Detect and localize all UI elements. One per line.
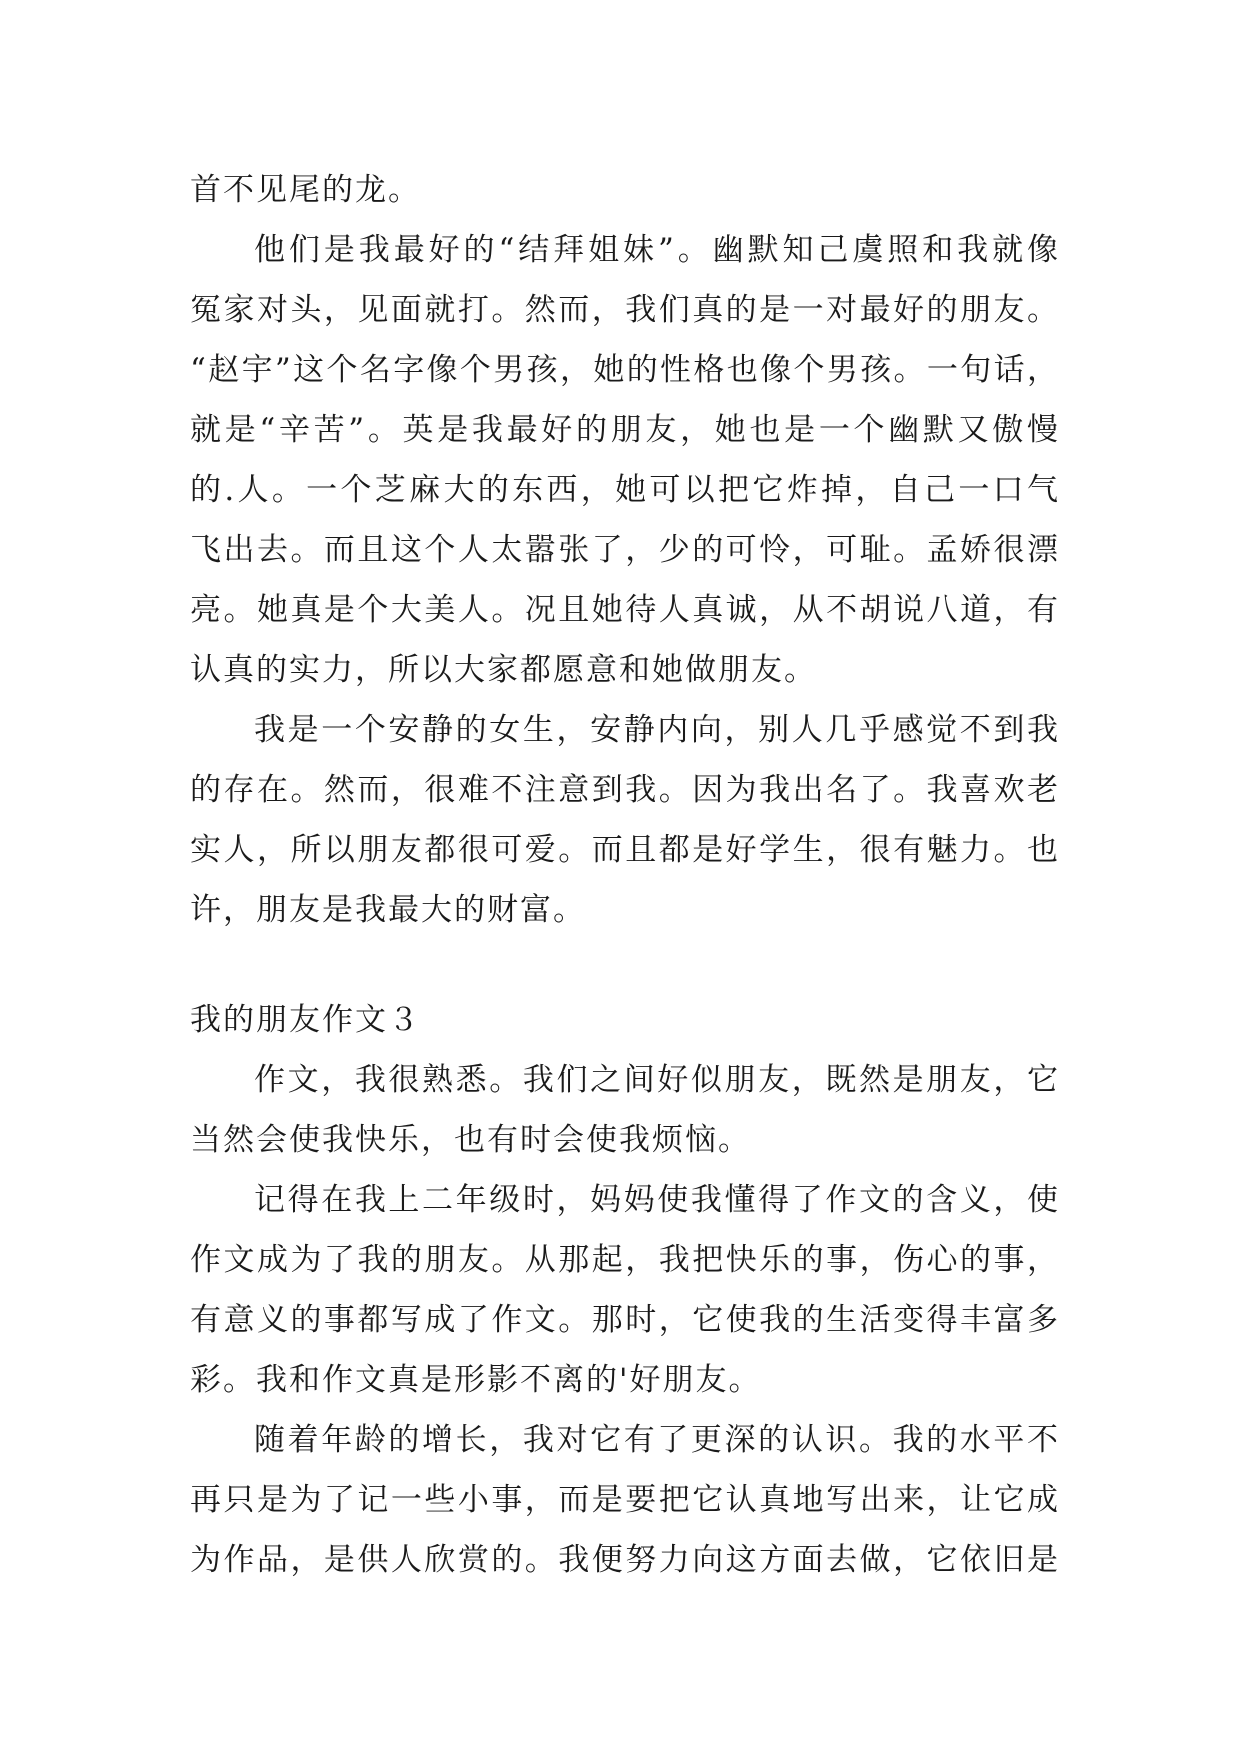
text-line: 为作品，是供人欣赏的。我便努力向这方面去做，它依旧是 [190,1542,1060,1578]
text-line: 首不见尾的龙。 [190,172,421,208]
text-line: 彩。我和作文真是形影不离的'好朋友。 [190,1362,762,1398]
text-line: 的.人。一个芝麻大的东西，她可以把它炸掉，自己一口气 [190,472,1060,508]
text-line: 再只是为了记一些小事，而是要把它认真地写出来，让它成 [190,1482,1060,1518]
text-line: 认真的实力，所以大家都愿意和她做朋友。 [190,652,817,688]
text-line: 就是“辛苦”。英是我最好的朋友，她也是一个幽默又傲慢 [190,412,1060,448]
text-line: 冤家对头，见面就打。然而，我们真的是一对最好的朋友。 [190,292,1060,328]
text-line: 飞出去。而且这个人太嚣张了，少的可怜，可耻。孟娇很漂 [190,532,1060,568]
text-line: “赵宇”这个名字像个男孩，她的性格也像个男孩。一句话， [190,352,1060,388]
text-line: 的存在。然而，很难不注意到我。因为我出名了。我喜欢老 [190,772,1060,808]
paragraph-first-line: 作文，我很熟悉。我们之间好似朋友，既然是朋友，它 [254,1062,1060,1098]
paragraph-first-line: 我是一个安静的女生，安静内向，别人几乎感觉不到我 [254,712,1060,748]
paragraph-first-line: 他们是我最好的“结拜姐妹”。幽默知己虞照和我就像 [254,232,1060,268]
document-page [190,160,1060,1590]
paragraph-first-line: 随着年龄的增长，我对它有了更深的认识。我的水平不 [254,1422,1060,1458]
paragraph-first-line: 记得在我上二年级时，妈妈使我懂得了作文的含义，使 [254,1182,1060,1218]
text-line: 有意义的事都写成了作文。那时，它使我的生活变得丰富多 [190,1302,1060,1338]
text-line: 实人，所以朋友都很可爱。而且都是好学生，很有魅力。也 [190,832,1060,868]
text-line: 亮。她真是个大美人。况且她待人真诚，从不胡说八道，有 [190,592,1060,628]
text-line: 当然会使我快乐，也有时会使我烦恼。 [190,1122,751,1158]
section-heading: 我的朋友作文３ [190,1002,421,1038]
section-gap [190,940,1060,990]
text-line: 作文成为了我的朋友。从那起，我把快乐的事，伤心的事， [190,1242,1060,1278]
text-line: 许，朋友是我最大的财富。 [190,892,586,928]
